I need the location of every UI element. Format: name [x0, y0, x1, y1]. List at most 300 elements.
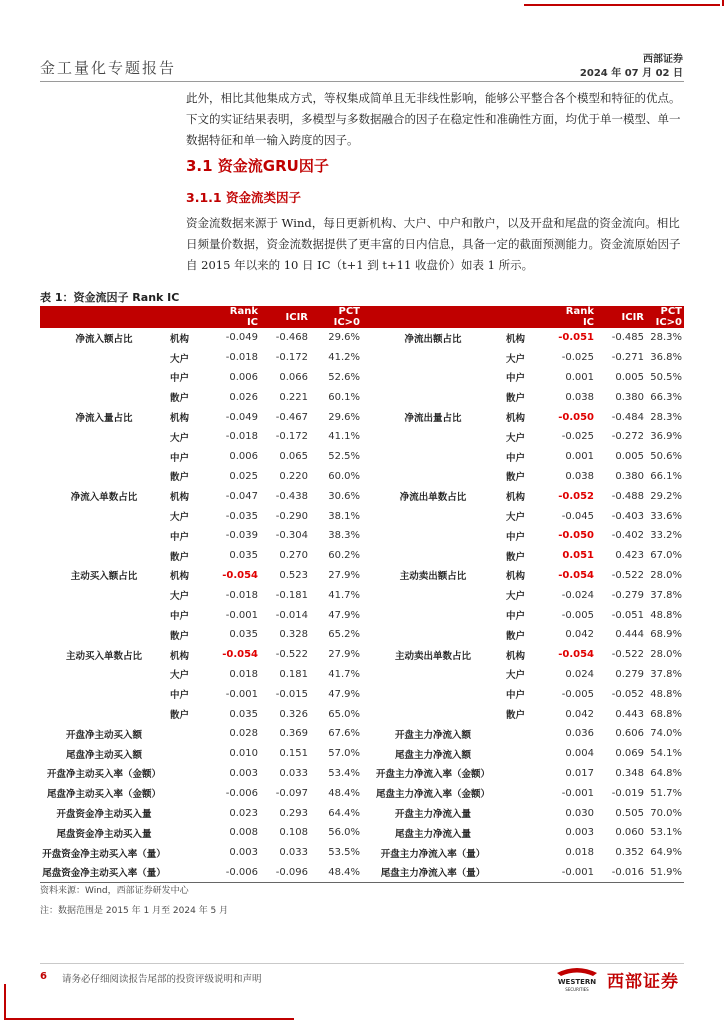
pct-ic-positive-value: 36.8% [650, 352, 682, 364]
investor-type: 大户 [170, 353, 190, 365]
factor-name: 尾盘主力净流入额 [394, 749, 471, 761]
pct-ic-positive-value: 68.9% [650, 629, 682, 641]
investor-type: 机构 [506, 650, 526, 662]
pct-ic-positive-value: 48.4% [328, 787, 360, 799]
factor-name: 主动买入单数占比 [65, 650, 142, 662]
icir-value: 0.423 [615, 550, 644, 562]
pct-ic-positive-value: 48.8% [650, 609, 682, 621]
factor-name: 尾盘主力净流入量 [394, 828, 471, 840]
factor-name [362, 348, 504, 368]
pct-ic-positive-value: 53.4% [328, 767, 360, 779]
icir-value: 0.380 [615, 391, 644, 403]
logo-text: 西部证券 [607, 972, 679, 992]
pct-ic-positive-value: 47.9% [328, 688, 360, 700]
investor-type: 中户 [506, 690, 526, 702]
investor-type: 机构 [170, 413, 190, 425]
icir-value: -0.015 [275, 688, 308, 700]
investor-type [168, 783, 216, 803]
pct-ic-positive-value: 65.0% [328, 708, 360, 720]
rank-ic-value: 0.035 [229, 629, 258, 641]
icir-value: -0.272 [611, 431, 644, 443]
investor-type: 大户 [170, 432, 190, 444]
pct-ic-positive-value: 30.6% [328, 490, 360, 502]
factor-name: 主动卖出单数占比 [394, 650, 471, 662]
rank-ic-value: -0.001 [225, 609, 258, 621]
investor-type: 机构 [506, 413, 526, 425]
column-header: ICIR [596, 306, 646, 328]
rank-ic-value: -0.001 [561, 787, 594, 799]
pct-ic-positive-value: 27.9% [328, 649, 360, 661]
table-row [40, 368, 684, 388]
factor-name [362, 506, 504, 526]
investor-type: 中户 [170, 690, 190, 702]
rank-ic-value: -0.054 [222, 569, 258, 581]
pct-ic-positive-value: 57.0% [328, 748, 360, 760]
table-row [40, 566, 684, 586]
section-title: 3.1 资金流GRU因子 [186, 157, 329, 175]
column-header: PCT IC>0 [310, 306, 362, 328]
investor-type: 散户 [506, 472, 526, 484]
page-number: 6 [40, 971, 47, 982]
rank-ic-value: -0.018 [225, 431, 258, 443]
pct-ic-positive-value: 60.1% [328, 391, 360, 403]
investor-type: 大户 [506, 432, 526, 444]
factor-name [40, 546, 168, 566]
factor-name [40, 368, 168, 388]
header-blank [40, 306, 168, 328]
investor-type [504, 803, 552, 823]
rank-ic-value: 0.038 [565, 470, 594, 482]
report-series-title: 金工量化专题报告 [40, 59, 177, 77]
rank-ic-value: -0.018 [225, 589, 258, 601]
data-source-note: 资料来源：Wind，西部证券研发中心 [40, 886, 189, 896]
icir-value: -0.467 [275, 411, 308, 423]
icir-value: -0.488 [611, 490, 644, 502]
rank-ic-value: 0.051 [562, 550, 594, 562]
table-header-row [40, 306, 684, 328]
icir-value: -0.096 [260, 863, 310, 883]
table-row [40, 546, 684, 566]
rank-ic-value: -0.049 [225, 332, 258, 344]
rank-ic-value: -0.051 [558, 332, 594, 344]
investor-type: 散户 [506, 551, 526, 563]
pct-ic-positive-value: 52.5% [328, 451, 360, 463]
factor-name: 净流入额占比 [75, 333, 133, 345]
icir-value: 0.443 [615, 708, 644, 720]
icir-value: -0.014 [275, 609, 308, 621]
column-header: PCT IC>0 [646, 306, 684, 328]
factor-name [40, 585, 168, 605]
rank-ic-value: 0.023 [229, 807, 258, 819]
description-paragraph: 资金流数据来源于 Wind，每日更新机构、大户、中户和散户，以及开盘和尾盘的资金流向。相比日频量价数据，资金流数据提供了更丰富的日内信息，具备一定的截面预测能力。资金流原始因子自 2015 年以来的 10 日 IC（t+1 到 t+11 收盘价）如表 1 所示。 [186, 216, 681, 272]
icir-value: -0.468 [275, 332, 308, 344]
rank-ic-value: 0.018 [565, 847, 594, 859]
icir-value: 0.065 [279, 451, 308, 463]
table-row [40, 467, 684, 487]
investor-type [504, 843, 552, 863]
icir-value: 0.033 [279, 847, 308, 859]
table-row [40, 526, 684, 546]
rank-ic-value: 0.004 [565, 748, 594, 760]
icir-value: -0.484 [611, 411, 644, 423]
factor-name: 开盘资金净主动买入率（量） [42, 848, 166, 860]
pct-ic-positive-value: 29.6% [328, 411, 360, 423]
pct-ic-positive-value: 47.9% [328, 609, 360, 621]
pct-ic-positive-value: 60.2% [328, 550, 360, 562]
pct-ic-positive-value: 74.0% [650, 728, 682, 740]
factor-name: 尾盘资金净主动买入率（量） [40, 863, 168, 883]
investor-type [504, 744, 552, 764]
investor-type: 大户 [170, 591, 190, 603]
table-row [40, 447, 684, 467]
rank-ic-value: 0.003 [565, 827, 594, 839]
subsection-title: 3.1.1 资金流类因子 [186, 190, 301, 205]
icir-value: 0.293 [279, 807, 308, 819]
pct-ic-positive-value: 53.1% [650, 827, 682, 839]
investor-type: 大户 [170, 512, 190, 524]
pct-ic-positive-value: 41.1% [328, 431, 360, 443]
pct-ic-positive-value: 56.0% [328, 827, 360, 839]
icir-value: 0.220 [279, 470, 308, 482]
pct-ic-positive-value: 27.9% [328, 569, 360, 581]
icir-value: 0.348 [615, 767, 644, 779]
factor-name: 尾盘资金净主动买入量 [56, 828, 152, 840]
rank-ic-value: -0.050 [558, 411, 594, 423]
factor-name [362, 387, 504, 407]
rank-ic-value: -0.054 [558, 569, 594, 581]
investor-type [504, 823, 552, 843]
header-blank [504, 306, 552, 328]
factor-name: 主动买入额占比 [70, 571, 138, 583]
factor-name: 尾盘净主动买入额 [65, 749, 142, 761]
icir-value: -0.016 [596, 863, 646, 883]
investor-type [168, 843, 216, 863]
investor-type: 机构 [170, 650, 190, 662]
icir-value: -0.402 [611, 530, 644, 542]
pct-ic-positive-value: 66.1% [650, 470, 682, 482]
factor-name: 净流出单数占比 [399, 492, 467, 504]
column-header: ICIR [260, 306, 310, 328]
table-row [40, 803, 684, 823]
footer-disclaimer: 请务必仔细阅读报告尾部的投资评级说明和声明 [62, 974, 262, 985]
table-row [40, 506, 684, 526]
pct-ic-positive-value: 50.6% [650, 451, 682, 463]
factor-name [362, 625, 504, 645]
pct-ic-positive-value: 28.0% [650, 569, 682, 581]
investor-type [168, 823, 216, 843]
factor-name [362, 605, 504, 625]
investor-type [504, 783, 552, 803]
factor-name: 开盘主力净流入率（金额） [375, 769, 490, 781]
investor-type [504, 764, 552, 784]
icir-value: 0.066 [279, 371, 308, 383]
rank-ic-value: 0.038 [565, 391, 594, 403]
icir-value: -0.438 [275, 490, 308, 502]
pct-ic-positive-value: 67.0% [650, 550, 682, 562]
investor-type: 散户 [170, 393, 190, 405]
factor-name [362, 684, 504, 704]
pct-ic-positive-value: 64.8% [650, 767, 682, 779]
rank-ic-value: 0.030 [565, 807, 594, 819]
pct-ic-positive-value: 41.2% [328, 352, 360, 364]
pct-ic-positive-value: 51.9% [646, 863, 684, 883]
icir-value: 0.108 [279, 827, 308, 839]
pct-ic-positive-value: 67.6% [328, 728, 360, 740]
table-row [40, 744, 684, 764]
rank-ic-value: -0.001 [225, 688, 258, 700]
factor-name: 开盘主力净流入量 [394, 809, 471, 821]
pct-ic-positive-value: 60.0% [328, 470, 360, 482]
icir-value: 0.270 [279, 550, 308, 562]
rank-ic-value: -0.050 [558, 530, 594, 542]
icir-value: -0.097 [275, 787, 308, 799]
factor-name [40, 427, 168, 447]
table-row [40, 486, 684, 506]
icir-value: -0.522 [611, 569, 644, 581]
icir-value: 0.523 [279, 569, 308, 581]
investor-type: 大户 [506, 512, 526, 524]
investor-type [168, 764, 216, 784]
factor-name [362, 704, 504, 724]
investor-type: 大户 [506, 353, 526, 365]
icir-value: 0.352 [615, 847, 644, 859]
table-row [40, 684, 684, 704]
pct-ic-positive-value: 66.3% [650, 391, 682, 403]
pct-ic-positive-value: 38.1% [328, 510, 360, 522]
icir-value: 0.380 [615, 470, 644, 482]
pct-ic-positive-value: 54.1% [650, 748, 682, 760]
pct-ic-positive-value: 65.2% [328, 629, 360, 641]
company-logo [553, 965, 703, 993]
rank-ic-value: -0.049 [225, 411, 258, 423]
icir-value: 0.005 [615, 451, 644, 463]
table-row [40, 863, 684, 883]
icir-value: 0.328 [279, 629, 308, 641]
factor-name [362, 665, 504, 685]
rank-ic-value: -0.018 [225, 352, 258, 364]
corner-decoration-bottom-left [0, 984, 300, 1024]
logo-mark-icon [553, 965, 601, 993]
table-row [40, 645, 684, 665]
icir-value: 0.181 [279, 668, 308, 680]
rank-ic-value: 0.006 [229, 371, 258, 383]
investor-type: 机构 [170, 571, 190, 583]
table-row [40, 665, 684, 685]
investor-type: 散户 [170, 551, 190, 563]
rank-ic-value: -0.006 [216, 863, 260, 883]
rank-ic-value: 0.042 [565, 629, 594, 641]
pct-ic-positive-value: 37.8% [650, 668, 682, 680]
investor-type: 大户 [170, 670, 190, 682]
rank-ic-value: 0.001 [565, 451, 594, 463]
pct-ic-positive-value: 50.5% [650, 371, 682, 383]
rank-ic-value: 0.035 [229, 708, 258, 720]
icir-value: -0.279 [611, 589, 644, 601]
header-divider [40, 81, 684, 82]
factor-name: 开盘主力净流入率（量） [380, 848, 486, 860]
factor-name: 开盘净主动买入额 [65, 729, 142, 741]
logo-mark-bottom-text: SECURITIES [565, 987, 589, 992]
factor-name [40, 625, 168, 645]
factor-name: 主动卖出额占比 [399, 571, 467, 583]
factor-name [362, 368, 504, 388]
investor-type [504, 863, 552, 883]
factor-name: 尾盘净主动买入率（金额） [46, 789, 161, 801]
investor-type [168, 863, 216, 883]
table-row [40, 348, 684, 368]
table-row [40, 427, 684, 447]
column-header: Rank IC [552, 306, 596, 328]
investor-type: 大户 [506, 670, 526, 682]
pct-ic-positive-value: 41.7% [328, 668, 360, 680]
icir-value: 0.369 [279, 728, 308, 740]
pct-ic-positive-value: 64.4% [328, 807, 360, 819]
pct-ic-positive-value: 28.0% [650, 649, 682, 661]
rank-ic-value: 0.026 [229, 391, 258, 403]
factor-name: 开盘净主动买入率（金额） [46, 769, 161, 781]
icir-value: 0.221 [279, 391, 308, 403]
rank-ic-value: 0.017 [565, 767, 594, 779]
icir-value: 0.069 [615, 748, 644, 760]
rank-ic-value: -0.054 [222, 649, 258, 661]
footer-divider [40, 963, 684, 964]
pct-ic-positive-value: 28.3% [650, 332, 682, 344]
rank-ic-value: -0.024 [561, 589, 594, 601]
pct-ic-positive-value: 70.0% [650, 807, 682, 819]
investor-type: 中户 [170, 611, 190, 623]
rank-ic-table [40, 306, 684, 883]
table-row [40, 585, 684, 605]
investor-type: 中户 [506, 611, 526, 623]
rank-ic-value: -0.001 [552, 863, 596, 883]
intro-paragraph: 此外，相比其他集成方式，等权集成简单且无非线性影响，能够公平整合各个模型和特征的优点。下文的实证结果表明，多模型与多数据融合的因子在稳定性和准确性方面，均优于单一模型、单一数据特征和单一输入跨度的因子。 [186, 91, 681, 147]
rank-ic-value: 0.042 [565, 708, 594, 720]
header-company: 西部证券 [643, 54, 683, 65]
data-range-note: 注：数据范围是 2015 年 1 月至 2024 年 5 月 [40, 906, 229, 916]
icir-value: 0.444 [615, 629, 644, 641]
rank-ic-value: 0.018 [229, 668, 258, 680]
icir-value: -0.485 [611, 332, 644, 344]
investor-type: 散户 [170, 630, 190, 642]
rank-ic-value: -0.052 [558, 490, 594, 502]
corner-decoration-top-right [524, 0, 724, 8]
icir-value: 0.606 [615, 728, 644, 740]
rank-ic-value: -0.025 [561, 352, 594, 364]
investor-type [168, 724, 216, 744]
investor-type: 中户 [506, 373, 526, 385]
investor-type [168, 744, 216, 764]
rank-ic-value: -0.035 [225, 510, 258, 522]
rank-ic-value: 0.001 [565, 371, 594, 383]
investor-type: 散户 [170, 710, 190, 722]
rank-ic-value: 0.036 [565, 728, 594, 740]
factor-name [40, 348, 168, 368]
rank-ic-value: -0.039 [225, 530, 258, 542]
rank-ic-value: 0.028 [229, 728, 258, 740]
icir-value: -0.522 [611, 649, 644, 661]
table-row [40, 625, 684, 645]
investor-type: 大户 [506, 591, 526, 603]
investor-type: 散户 [506, 710, 526, 722]
rank-ic-value: -0.006 [225, 787, 258, 799]
factor-name [40, 605, 168, 625]
investor-type: 机构 [170, 492, 190, 504]
table-row [40, 605, 684, 625]
icir-value: -0.181 [275, 589, 308, 601]
factor-name [40, 506, 168, 526]
icir-value: 0.279 [615, 668, 644, 680]
rank-ic-table-container [40, 306, 684, 883]
investor-type: 散户 [506, 630, 526, 642]
icir-value: -0.522 [275, 649, 308, 661]
investor-type: 中户 [170, 373, 190, 385]
pct-ic-positive-value: 28.3% [650, 411, 682, 423]
rank-ic-value: -0.045 [561, 510, 594, 522]
rank-ic-value: -0.025 [561, 431, 594, 443]
pct-ic-positive-value: 52.6% [328, 371, 360, 383]
factor-name [40, 447, 168, 467]
rank-ic-value: 0.035 [229, 550, 258, 562]
rank-ic-value: -0.005 [561, 688, 594, 700]
column-header: Rank IC [216, 306, 260, 328]
investor-type: 散户 [170, 472, 190, 484]
pct-ic-positive-value: 64.9% [650, 847, 682, 859]
icir-value: -0.051 [611, 609, 644, 621]
factor-name: 净流入单数占比 [70, 492, 138, 504]
rank-ic-value: 0.024 [565, 668, 594, 680]
table-row [40, 823, 684, 843]
rank-ic-value: -0.047 [225, 490, 258, 502]
pct-ic-positive-value: 48.8% [650, 688, 682, 700]
investor-type: 机构 [506, 571, 526, 583]
pct-ic-positive-value: 48.4% [310, 863, 362, 883]
investor-type: 散户 [506, 393, 526, 405]
icir-value: -0.172 [275, 352, 308, 364]
factor-name [362, 585, 504, 605]
investor-type: 机构 [506, 333, 526, 345]
icir-value: -0.271 [611, 352, 644, 364]
factor-name: 开盘资金净主动买入量 [56, 809, 152, 821]
pct-ic-positive-value: 29.6% [328, 332, 360, 344]
factor-name [40, 684, 168, 704]
icir-value: 0.505 [615, 807, 644, 819]
icir-value: -0.019 [611, 787, 644, 799]
factor-name: 尾盘主力净流入率（量） [362, 863, 504, 883]
icir-value: -0.172 [275, 431, 308, 443]
pct-ic-positive-value: 36.9% [650, 431, 682, 443]
pct-ic-positive-value: 53.5% [328, 847, 360, 859]
investor-type: 中户 [170, 531, 190, 543]
table-row [40, 328, 684, 348]
pct-ic-positive-value: 33.6% [650, 510, 682, 522]
table-row [40, 764, 684, 784]
factor-name [362, 467, 504, 487]
factor-name [362, 427, 504, 447]
factor-name [40, 467, 168, 487]
header-date: 2024 年 07 月 02 日 [579, 68, 683, 79]
factor-name [362, 447, 504, 467]
table-row [40, 843, 684, 863]
icir-value: 0.005 [615, 371, 644, 383]
factor-name [40, 704, 168, 724]
factor-name: 尾盘主力净流入率（金额） [375, 789, 490, 801]
logo-mark-top-text: WESTERN [557, 978, 597, 986]
icir-value: 0.326 [279, 708, 308, 720]
investor-type: 中户 [170, 452, 190, 464]
icir-value: -0.290 [275, 510, 308, 522]
factor-name: 净流入量占比 [75, 413, 133, 425]
pct-ic-positive-value: 29.2% [650, 490, 682, 502]
